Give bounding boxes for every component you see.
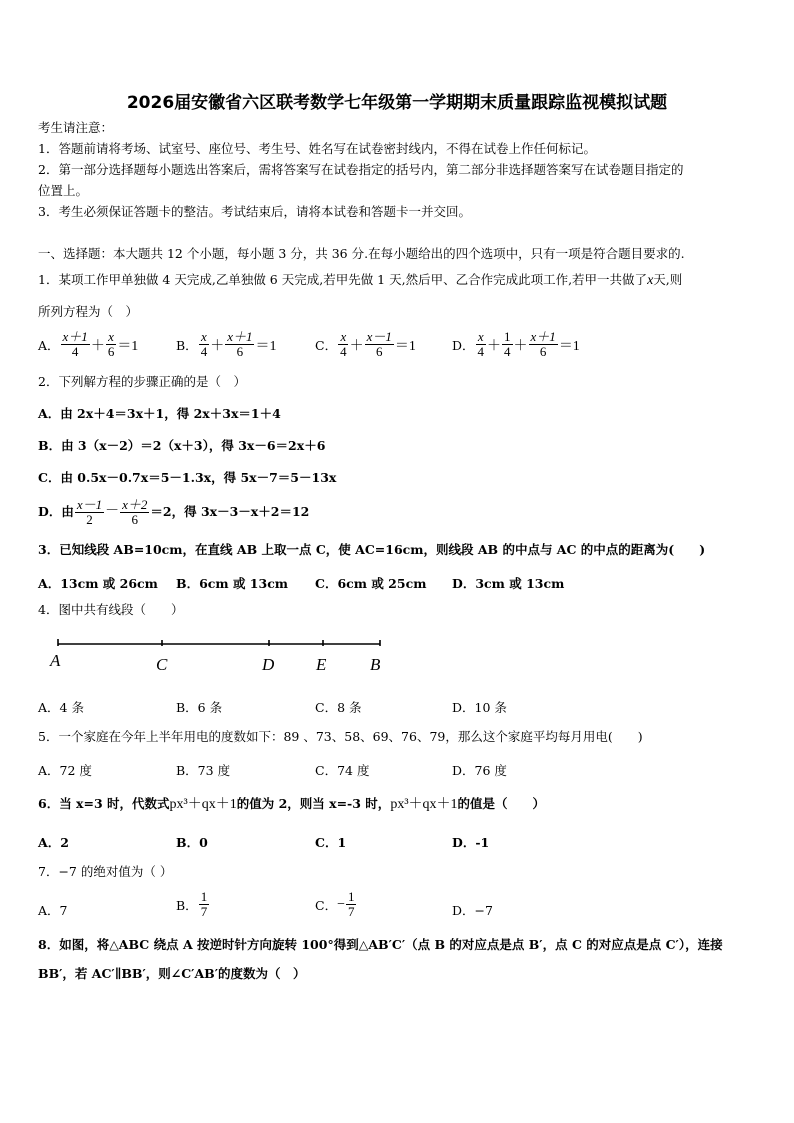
fraction: $\frac{x}{4}$ [477, 329, 485, 359]
question-6-stem: 6．当 x=3 时，代数式px³＋qx＋1的值为 2，则当 x=-3 时，px³＋qx＋1的值是（ ） [38, 796, 546, 812]
question-2-stem: 2．下列解方程的步骤正确的是（ ） [38, 374, 246, 389]
fraction: $\frac{x+1}{6}$ [530, 329, 556, 359]
section-heading: 一、选择题：本大题共 12 个小题，每小题 3 分，共 36 分.在每小题给出的四个选项中，只有一项是符合题目要求的. [38, 246, 685, 261]
option-a: A．4 条 [38, 700, 84, 715]
option-b: B．73 度 [176, 763, 231, 778]
point-label-b: B [370, 655, 381, 674]
question-5-stem: 5．一个家庭在今年上半年用电的度数如下：89 、73、58、69、76、79，那么这个家庭平均每月用电( ) [38, 729, 643, 744]
question-8-stem: 8．如图，将△ABC 绕点 A 按逆时针方向旋转 100°得到△AB′C′（点 B 的对应点是点 B′，点 C 的对应点是点 C′），连接 [38, 937, 723, 952]
fraction: $\frac{x-1}{2}$ [76, 496, 103, 527]
option-b: B． $\frac{1}{7}$ [176, 889, 208, 919]
fraction: $\frac{1}{7}$ [200, 889, 208, 919]
question-3-options [38, 574, 758, 590]
fraction: $\frac{1}{4}$ [504, 329, 511, 359]
option-a: A． $\frac{x+1}{4}$ ＋ $\frac{x}{6}$ ＝1 [38, 329, 139, 359]
option-c: C．74 度 [315, 763, 370, 778]
question-1-options [38, 330, 758, 364]
option-c: C．1 [315, 835, 347, 850]
page-title: 2026届安徽省六区联考数学七年级第一学期期末质量跟踪监视模拟试题 [126, 93, 668, 113]
expression: px³＋qx＋1 [390, 797, 458, 812]
question-4-stem: 4．图中共有线段（ ） [38, 602, 184, 617]
notice-item-3: 3．考生必须保证答题卡的整洁。考试结束后，请将本试卷和答题卡一并交回。 [38, 204, 471, 219]
notice-item-2: 2．第一部分选择题每小题选出答案后，需将答案写在试卷指定的括号内，第二部分非选择题答案写在试卷题目指定的 [38, 162, 684, 177]
fraction: $\frac{x+2}{6}$ [122, 496, 148, 527]
question-5-options [38, 761, 758, 777]
option-d: D．-1 [452, 835, 490, 850]
option-c: C． $\frac{x}{4}$ ＋ $\frac{x-1}{6}$ ＝1 [315, 329, 416, 359]
question-7-stem: 7．−7 的绝对值为（ ） [38, 864, 173, 879]
question-1-stem-cont: 所列方程为（ ） [38, 304, 139, 319]
notice-item-2-cont: 位置上。 [38, 183, 89, 198]
notice-item-1: 1．答题前请将考场、试室号、座位号、考生号、姓名写在试卷密封线内，不得在试卷上作任何标记。 [38, 141, 596, 156]
question-4-options [38, 698, 758, 714]
option-a: A．72 度 [38, 763, 92, 778]
point-label-c: C [156, 655, 168, 674]
option-c: C．8 条 [315, 700, 362, 715]
option-b: B．6 条 [176, 700, 223, 715]
option-d: D．76 度 [452, 763, 507, 778]
option-d: D．10 条 [452, 700, 507, 715]
option-c: C． − $\frac{1}{7}$ [315, 889, 355, 919]
fraction: $\frac{x}{6}$ [107, 329, 115, 359]
point-label-e: E [316, 655, 327, 674]
fraction: $\frac{1}{7}$ [347, 889, 355, 919]
question-7-options [38, 890, 758, 924]
question-1-stem: 1．某项工作甲单独做 4 天完成,乙单独做 6 天完成,若甲先做 1 天,然后甲、乙合作完成此项工作,若甲一共做了x天,则 [38, 272, 683, 288]
option-a: A．13cm 或 26cm [38, 576, 158, 591]
option-b: B． $\frac{x}{4}$ ＋ $\frac{x+1}{6}$ ＝1 [176, 329, 277, 359]
question-2-option-a: A．由 2x＋4＝3x＋1，得 2x＋3x＝1＋4 [38, 406, 281, 421]
fraction: $\frac{x+1}{6}$ [227, 329, 253, 359]
question-6-options [38, 833, 758, 849]
option-b: B．6cm 或 13cm [176, 576, 289, 591]
point-label-d: D [262, 655, 275, 674]
option-a: A．7 [38, 903, 68, 918]
notice-heading: 考生请注意： [38, 120, 114, 135]
fraction: $\frac{x}{4}$ [340, 329, 347, 359]
question-2-option-b: B．由 3（x－2）＝2（x＋3），得 3x－6＝2x＋6 [38, 438, 326, 453]
question-3-stem: 3．已知线段 AB=10cm，在直线 AB 上取一点 C，使 AC=16cm，则线段 AB 的中点与 AC 的中点的距离为( ) [38, 542, 706, 557]
option-d: D．3cm 或 13cm [452, 576, 565, 591]
expression: px³＋qx＋1 [169, 797, 237, 812]
question-2-option-d: D．由 $\frac{x-1}{2}$ － $\frac{x+2}{6}$ ＝2，得 3x－3－x＋2＝12 [38, 496, 310, 527]
option-c: C．6cm 或 25cm [315, 576, 427, 591]
question-8-stem-cont: BB′，若 AC′∥BB′，则∠C′AB′的度数为（ ） [38, 966, 306, 981]
option-a: A．2 [38, 835, 69, 850]
option-d: D．−7 [452, 903, 493, 918]
fraction: $\frac{x+1}{4}$ [62, 329, 88, 359]
option-d: D． $\frac{x}{4}$ ＋ $\frac{1}{4}$ ＋ $\frac{x+1}{6}$ ＝1 [452, 329, 580, 359]
option-b: B．0 [176, 835, 208, 850]
line-segment-figure [40, 634, 400, 678]
fraction: $\frac{x-1}{6}$ [366, 329, 392, 359]
question-2-option-c: C．由 0.5x－0.7x＝5－1.3x，得 5x－7＝5－13x [38, 470, 337, 485]
fraction: $\frac{x}{4}$ [200, 329, 208, 359]
point-label-a: A [50, 651, 61, 670]
